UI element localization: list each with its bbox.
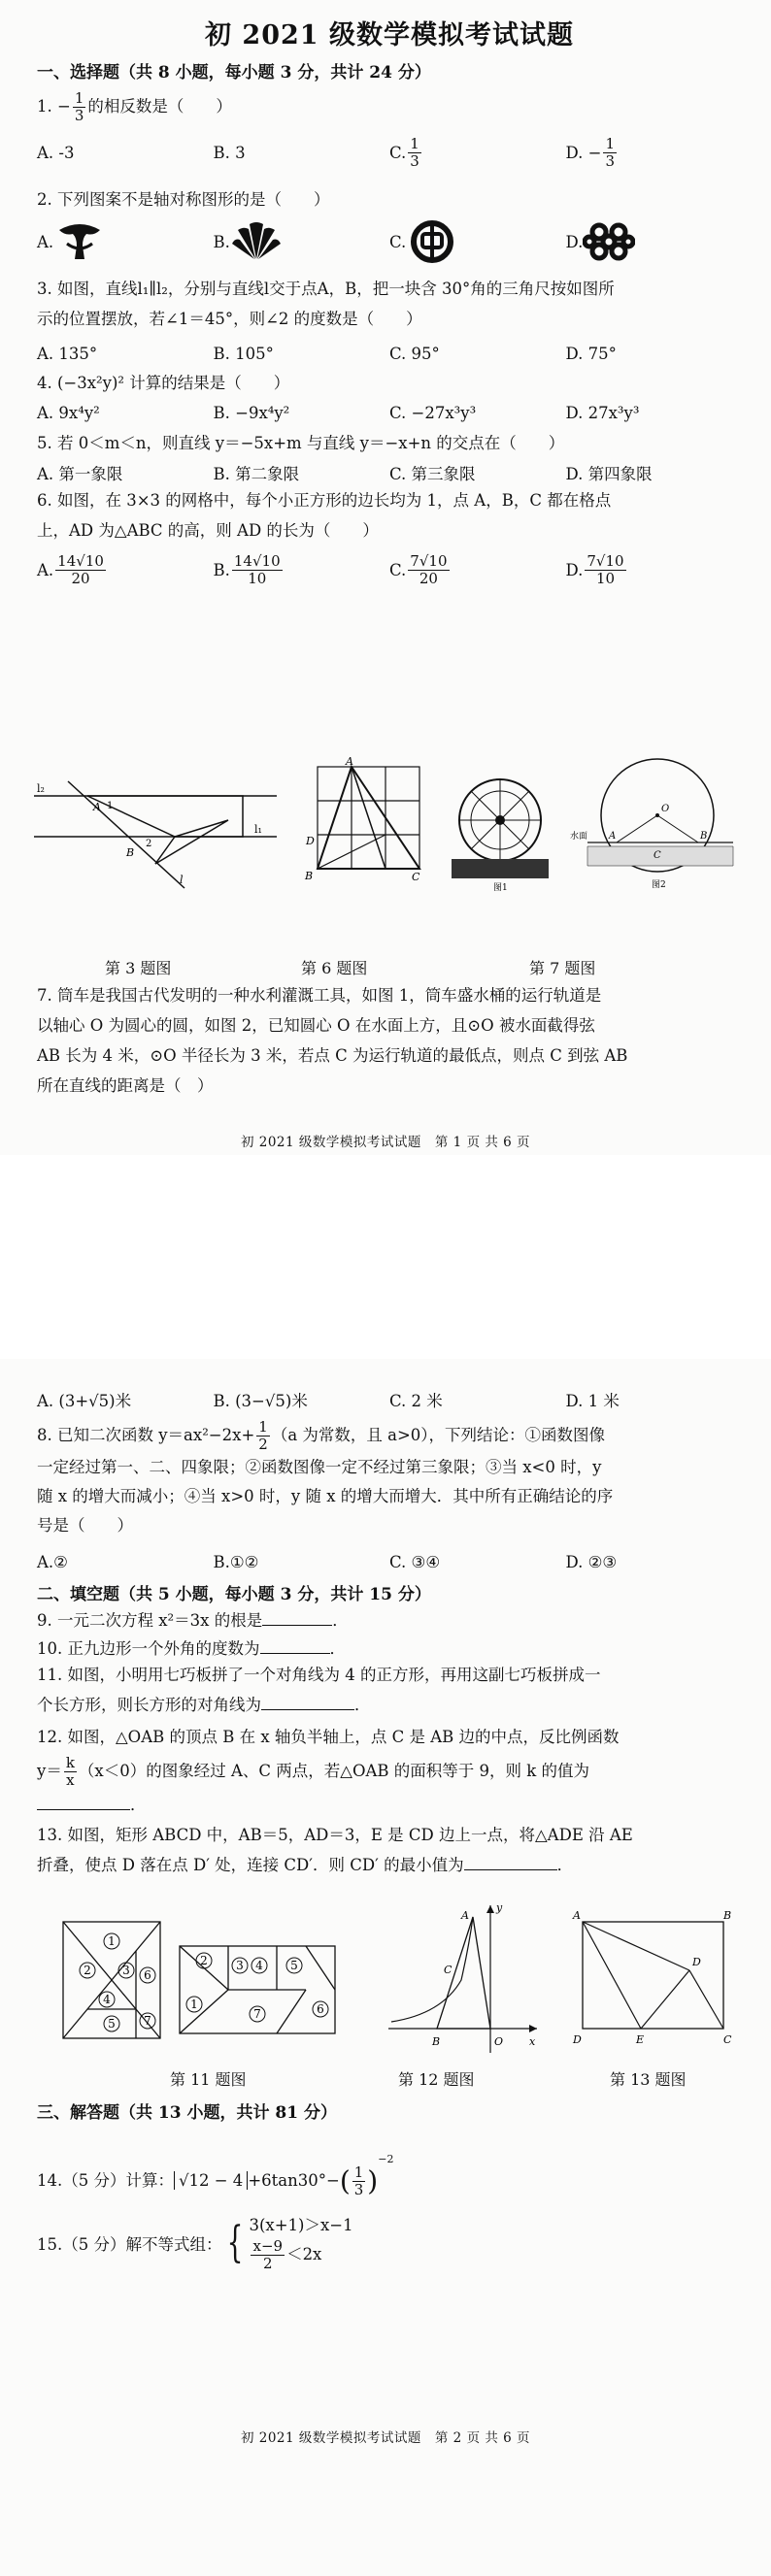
fig13-label-e: E <box>636 2033 645 2046</box>
q6-b-den: 10 <box>248 569 267 587</box>
fig13-label-a: A <box>573 1909 581 1922</box>
q6-a-num: 14√10 <box>57 551 104 570</box>
exam-title: 初 2021 级数学模拟考试试题 <box>205 20 574 50</box>
q8-options <box>37 1548 742 1575</box>
fig13-label-c: C <box>723 2033 732 2046</box>
question-4: 4. (−3x²y)² 计算的结果是（ ） <box>37 374 290 392</box>
q13-line-2: 折叠，使点 D 落在点 D′ 处，连接 CD′．则 CD′ 的最小值为 ． <box>37 1856 574 1874</box>
fig3-set-square <box>155 820 228 864</box>
fig7-label-a: A <box>609 831 617 842</box>
fig13-label-d: D <box>573 2033 582 2046</box>
section-answer-heading: 三、解答题（共 13 小题，共计 81 分） <box>37 2103 337 2123</box>
fig7-label-water: 水面 <box>570 832 588 842</box>
page-1-footer: 初 2021 级数学模拟考试试题 第 1 页 共 6 页 <box>240 1135 531 1150</box>
q14-frac-num: 1 <box>353 2163 364 2181</box>
q1-frac-num: 1 <box>74 89 84 107</box>
q15-fraction <box>251 2238 285 2272</box>
q8-fraction <box>256 1419 270 1453</box>
q6-line-1: 6. 如图，在 3×3 的网格中，每个小正方形的边长均为 1，点 A，B，C 都在格点 <box>37 491 612 510</box>
fig13-caption: 第 13 题图 <box>610 2070 687 2089</box>
q4-option-c: C. −27x³y³ <box>389 403 477 422</box>
fig3-label-a: A <box>93 801 101 813</box>
q4-option-d: D. 27x³y³ <box>565 403 640 422</box>
q1-d-label: D. − <box>565 143 602 162</box>
q6-option-d <box>566 553 743 587</box>
q1-fraction <box>73 90 86 124</box>
fig13-label-b: B <box>723 1909 732 1922</box>
q14-absolute-value: √12 − 4 <box>174 2171 248 2190</box>
q5-option-d: D. 第四象限 <box>565 465 653 483</box>
q14-middle: +6tan30°− <box>248 2171 340 2190</box>
question-6 <box>37 485 742 545</box>
tangram-left-piece-1: 1 <box>108 1934 116 1948</box>
q9-stem: 9. 一元二次方程 x²＝3x 的根是 <box>37 1611 263 1630</box>
q7-line-3: AB 长为 4 米，⊙O 半径长为 3 米，若点 C 为运行轨道的最低点，则点 C 到弦 AB <box>37 1046 628 1065</box>
q6-d-den: 10 <box>595 569 616 587</box>
q3-option-c: C. 95° <box>389 344 440 363</box>
q3-line-1: 3. 如图，直线l₁∥l₂，分别与直线l交于点A，B，把一块含 30°角的三角尺按如图所 <box>37 280 615 298</box>
q8-line-1-suffix: （a 为常数，且 a>0），下列结论：①函数图像 <box>271 1426 606 1444</box>
tangram-right-piece-4: 4 <box>255 1959 263 1972</box>
q3-option-d: D. 75° <box>565 344 617 363</box>
q1-frac-den: 3 <box>74 107 84 124</box>
fig12-label-a: A <box>461 1909 469 1922</box>
tangram-left-piece-2: 2 <box>84 1964 91 1977</box>
q2-option-a <box>37 220 214 263</box>
fig7-label-fig2: 图2 <box>652 880 666 890</box>
q7-option-c: C. 2 米 <box>389 1392 443 1410</box>
q3-option-a: A. 135° <box>37 344 98 363</box>
q1-options <box>37 133 742 172</box>
fig7-caption: 第 7 题图 <box>529 959 596 977</box>
q6-a-den: 20 <box>71 569 90 587</box>
q7-options <box>37 1386 742 1413</box>
page-gap <box>0 1155 771 1359</box>
fig12-label-x: x <box>529 2035 536 2048</box>
fig6-label-b: B <box>305 870 314 882</box>
fig6-label-a: A <box>346 757 353 768</box>
question-7 <box>37 980 742 1101</box>
q2-d-label: D. <box>565 232 584 251</box>
q6-d-fraction <box>585 553 625 587</box>
q15-inequality-2 <box>249 2238 352 2272</box>
q1-stem-prefix: 1. − <box>37 97 71 116</box>
question-15 <box>37 2213 742 2272</box>
q8-line-1-prefix: 8. 已知二次函数 y＝ax²−2x+ <box>37 1426 255 1444</box>
q13-line-1: 13. 如图，矩形 ABCD 中，AB＝5，AD＝3，E 是 CD 边上一点，将△ADE 沿 AE <box>37 1826 633 1844</box>
q14-prefix: 14.（5 分）计算： <box>37 2171 174 2190</box>
tangram-left-piece-3: 3 <box>122 1964 130 1977</box>
q1-option-a: A. -3 <box>37 143 75 162</box>
q8-frac-den: 2 <box>258 1436 268 1453</box>
q6-b-fraction <box>232 553 283 587</box>
fig3-label-angle1: 1 <box>107 801 114 811</box>
q12-frac-num: k <box>65 1754 75 1771</box>
q8-line-1 <box>37 1419 742 1453</box>
q6-c-num: 7√10 <box>410 551 448 570</box>
q12-line-2 <box>37 1752 742 1791</box>
q8-line-3: 随 x 的增大而减小；④当 x>0 时，y 随 x 的增大而增大．其中所有正确结论的序 <box>37 1487 614 1505</box>
fig3-label-l2: l₂ <box>37 782 45 795</box>
q6-d-num: 7√10 <box>587 551 624 570</box>
page-2-footer: 初 2021 级数学模拟考试试题 第 2 页 共 6 页 <box>240 2430 531 2446</box>
q15-inequality-2-suffix: ＜2x <box>286 2245 322 2263</box>
q12-frac-den: x <box>66 1771 75 1789</box>
q7-line-1: 7. 筒车是我国古代发明的一种水利灌溉工具，如图 1，筒车盛水桶的运行轨道是 <box>37 986 602 1005</box>
tangram-left-piece-7: 7 <box>144 2014 151 2028</box>
q11-answer-blank[interactable] <box>261 1696 354 1710</box>
question-13 <box>37 1820 742 1880</box>
q14-exponent: −2 <box>378 2153 394 2165</box>
fig7-label-c: C <box>654 850 661 861</box>
section-choice-heading: 一、选择题（共 8 小题，每小题 3 分，共计 24 分） <box>37 63 431 83</box>
fig7-label-o: O <box>661 804 670 814</box>
fig6-label-d: D <box>306 835 315 847</box>
q7-line-4: 所在直线的距离是（ ） <box>37 1076 214 1095</box>
section-fill-heading: 二、填空题（共 5 小题，每小题 3 分，共计 15 分） <box>37 1585 431 1604</box>
q6-c-fraction <box>408 553 449 587</box>
question-11 <box>37 1660 742 1720</box>
q8-option-b: B.①② <box>213 1552 259 1571</box>
q1-option-d <box>566 136 743 170</box>
figure-q7-diagram <box>568 757 738 893</box>
q8-frac-num: 1 <box>258 1418 268 1436</box>
fig3-caption: 第 3 题图 <box>105 959 172 977</box>
exam-page-2 <box>0 1359 771 2576</box>
question-3 <box>37 274 742 334</box>
q4-option-b: B. −9x⁴y² <box>213 403 290 422</box>
q1-d-num: 1 <box>605 134 616 152</box>
q6-b-num: 14√10 <box>233 551 281 570</box>
q14-fraction <box>352 2164 366 2198</box>
q2-option-b <box>214 220 390 263</box>
q11-line-1: 11. 如图，小明用七巧板拼了一个对角线为 4 的正方形，再用这副七巧板拼成一 <box>37 1666 601 1684</box>
q8-line-4: 号是（ ） <box>37 1516 133 1535</box>
q12-line-2-prefix: y＝ <box>37 1762 62 1780</box>
q1-c-label: C. <box>389 143 407 162</box>
q6-d-label: D. <box>565 560 584 579</box>
q6-option-b <box>214 553 390 587</box>
figure-q11-tangram <box>53 1912 345 2058</box>
telecom-logo-icon <box>53 220 106 263</box>
question-2: 2. 下列图案不是轴对称图形的是（ ） <box>37 190 330 209</box>
exam-page-1 <box>0 0 771 1155</box>
question-1 <box>37 90 742 124</box>
q2-option-d <box>566 220 743 263</box>
tangram-right-piece-2: 2 <box>200 1954 208 1967</box>
q2-option-c <box>389 220 566 263</box>
chinese-knot-logo-icon <box>583 220 635 263</box>
q13-line-2-text: 折叠，使点 D 落在点 D′ 处，连接 CD′．则 CD′ 的最小值为 <box>37 1856 464 1874</box>
q4-option-a: A. 9x⁴y² <box>37 403 100 422</box>
q1-stem-suffix: 的相反数是（ ） <box>87 97 232 116</box>
q12-line-3: ． <box>37 1791 742 1820</box>
q1-option-c <box>389 136 566 170</box>
fig7-label-b: B <box>700 831 708 842</box>
tangram-right-piece-1: 1 <box>190 1998 198 2011</box>
q6-line-2: 上，AD 为△ABC 的高，则 AD 的长为（ ） <box>37 521 379 540</box>
fig7-label-fig1: 图1 <box>493 883 508 893</box>
q7-option-b: B. (3−√5)米 <box>213 1392 308 1410</box>
q9-answer-blank[interactable] <box>262 1611 332 1626</box>
fig3-label-l1: l₁ <box>254 823 262 836</box>
q6-a-fraction <box>55 553 106 587</box>
q1-option-b: B. 3 <box>213 143 246 162</box>
figure-q13-rectangle <box>568 1907 738 2053</box>
question-12 <box>37 1723 742 1820</box>
q13-answer-blank[interactable] <box>464 1856 557 1870</box>
fig12-caption: 第 12 题图 <box>398 2070 475 2089</box>
tangram-left-piece-6: 6 <box>144 1968 151 1982</box>
q1-c-den: 3 <box>410 151 419 170</box>
fig12-label-o: O <box>494 2035 504 2048</box>
bank-of-china-logo-icon <box>406 220 458 263</box>
q3-options <box>37 340 742 367</box>
tangram-left-piece-4: 4 <box>103 1993 111 2006</box>
q11-line-2-text: 个长方形，则长方形的对角线为 <box>37 1696 261 1714</box>
q5-option-c: C. 第三象限 <box>389 465 476 483</box>
question-5: 5. 若 0＜m＜n，则直线 y＝−5x+m 与直线 y＝−x+n 的交点在（ ） <box>37 434 565 452</box>
q12-line-1: 12. 如图，△OAB 的顶点 B 在 x 轴负半轴上，点 C 是 AB 边的中点，反比例函数 <box>37 1728 620 1746</box>
q15-prefix: 15.（5 分）解不等式组： <box>37 2234 222 2254</box>
q12-line-2-suffix: （x＜0）的图象经过 A、C 两点，若△OAB 的面积等于 9，则 k 的值为 <box>78 1762 589 1780</box>
q12-answer-blank[interactable] <box>37 1796 130 1810</box>
q15-frac-den: 2 <box>263 2255 273 2272</box>
q15-inequality-1: 3(x+1)＞x−1 <box>249 2216 353 2234</box>
fig6-label-c: C <box>412 871 420 883</box>
tangram-right-piece-7: 7 <box>253 2007 261 2021</box>
q7-option-d: D. 1 米 <box>565 1392 620 1410</box>
figure-q7-waterwheel-photo <box>447 767 553 893</box>
q6-c-label: C. <box>389 560 407 579</box>
q6-options <box>37 548 742 591</box>
q8-option-c: C. ③④ <box>389 1552 441 1571</box>
q3-option-b: B. 105° <box>213 344 274 363</box>
fig3-label-angle2: 2 <box>146 839 152 849</box>
q1-c-num: 1 <box>410 134 419 152</box>
tangram-right-piece-5: 5 <box>290 1959 298 1972</box>
question-9: 9. 一元二次方程 x²＝3x 的根是 ． <box>37 1611 349 1630</box>
q14-frac-den: 3 <box>353 2181 364 2198</box>
fig12-label-b: B <box>432 2035 441 2048</box>
q11-line-2: 个长方形，则长方形的对角线为 ． <box>37 1696 371 1714</box>
figure-q3 <box>29 776 282 893</box>
q8-option-a: A.② <box>37 1552 68 1571</box>
q6-option-a <box>37 553 214 587</box>
q7-line-2: 以轴心 O 为圆心的圆，如图 2，已知圆心 O 在水面上方，且⊙O 被水面截得弦 <box>37 1016 595 1035</box>
fig3-label-l: l <box>180 874 184 886</box>
figure-q12-coordinate <box>384 1898 544 2058</box>
q6-c-den: 20 <box>419 569 438 587</box>
q15-system <box>249 2213 352 2272</box>
q2-options <box>37 218 742 265</box>
fig11-caption: 第 11 题图 <box>170 2070 247 2089</box>
q6-b-label: B. <box>213 560 230 579</box>
q10-answer-blank[interactable] <box>260 1639 330 1654</box>
q12-fraction <box>64 1755 77 1789</box>
fig3-line-l <box>68 781 184 888</box>
q2-b-label: B. <box>213 232 230 251</box>
fig12-label-c: C <box>444 1964 453 1976</box>
q7-option-a: A. (3+√5)米 <box>37 1392 132 1410</box>
tangram-right-piece-6: 6 <box>317 2002 324 2016</box>
figure-q6-grid <box>303 757 429 883</box>
q5-option-a: A. 第一象限 <box>37 465 123 483</box>
question-10: 10. 正九边形一个外角的度数为 ． <box>37 1639 346 1658</box>
fig3-label-b: B <box>126 846 135 859</box>
fig6-caption: 第 6 题图 <box>301 959 368 977</box>
q2-c-label: C. <box>389 232 407 251</box>
q1-d-den: 3 <box>605 151 616 170</box>
q1-d-fraction <box>603 136 617 170</box>
q1-c-fraction <box>408 136 421 170</box>
tangram-right-piece-3: 3 <box>236 1959 244 1972</box>
huawei-logo-icon <box>230 220 283 263</box>
q15-frac-num: x−9 <box>252 2237 284 2255</box>
question-8 <box>37 1419 742 1540</box>
question-14: 14.（5 分）计算： √12 − 4 +6tan30°−( $\frac{1}{3}$ )$^{-2}$ <box>37 2153 394 2198</box>
q8-option-d: D. ②③ <box>565 1552 618 1571</box>
q15-brace: { <box>227 2217 244 2267</box>
q5-option-b: B. 第二象限 <box>213 465 300 483</box>
q2-a-label: A. <box>37 232 54 251</box>
q4-options <box>37 400 742 425</box>
q6-a-label: A. <box>37 560 54 579</box>
q6-option-c <box>389 553 566 587</box>
q3-line-2: 示的位置摆放，若∠1＝45°，则∠2 的度数是（ ） <box>37 310 422 328</box>
q5-options <box>37 460 742 485</box>
q8-line-2: 一定经过第一、二、四象限；②函数图像一定不经过第三象限；③当 x<0 时，y <box>37 1458 602 1476</box>
fig13-label-d-prime: D <box>692 1956 701 1968</box>
fig12-label-y: y <box>496 1901 503 1914</box>
q10-stem: 10. 正九边形一个外角的度数为 <box>37 1639 260 1658</box>
tangram-left-piece-5: 5 <box>108 2017 116 2031</box>
